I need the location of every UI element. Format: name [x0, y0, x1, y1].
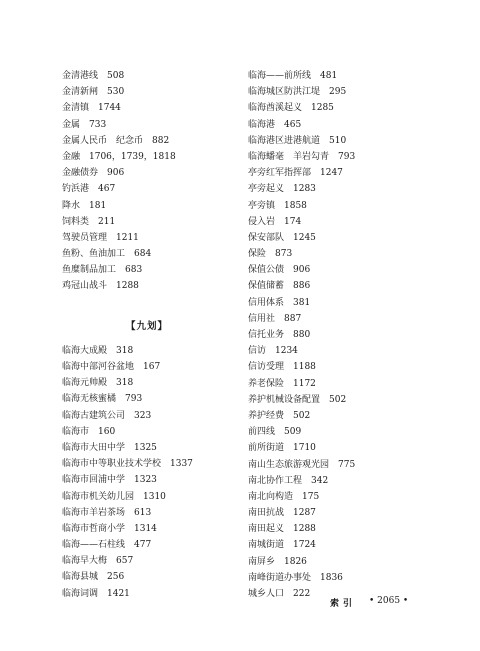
index-entry: 临海酋溪起义 1285: [248, 103, 334, 114]
left-column: [62, 68, 232, 602]
index-entry: 金融 1706，1739，1818: [62, 151, 176, 162]
index-entry: 临海元帅殿 318: [62, 378, 134, 389]
right-column: [248, 68, 448, 602]
index-entry: 临海市 160: [62, 426, 116, 437]
index-entry: 临海大成殿 318: [62, 345, 134, 356]
index-entry: 临海早大梅 657: [62, 556, 134, 567]
index-entry: 鸡冠山战斗 1288: [62, 281, 139, 292]
index-entry: 金属 733: [62, 119, 107, 130]
footer-index-label: 索引: [330, 599, 357, 609]
index-entry: 饲料类 211: [62, 216, 116, 227]
left-entries-after: [62, 343, 232, 602]
index-entry: 金清新闸 530: [62, 87, 125, 98]
index-entry: 信用社 887: [248, 313, 302, 324]
index-entry: 保险 873: [248, 249, 293, 260]
index-entry: 侵入岩 174: [248, 216, 302, 227]
index-entry: 临海港 465: [248, 119, 302, 130]
index-entry: 前所街道 1710: [248, 443, 316, 454]
index-entry: 临海市机关幼儿园 1310: [62, 491, 166, 502]
index-entry: 南北协作工程 342: [248, 475, 329, 486]
index-entry: 临海县城 256: [62, 572, 125, 583]
index-entry: 亭旁红军指挥部 1247: [248, 168, 343, 179]
index-entry: 南田抗战 1287: [248, 508, 316, 519]
index-entry: 驾驶员管理 1211: [62, 232, 139, 243]
section-heading: 【九划】: [125, 320, 168, 332]
index-entry: 南屏乡 1826: [248, 556, 307, 567]
index-entry: 养护经费 502: [248, 410, 311, 421]
index-entry: 临海中部河谷盆地 167: [62, 362, 161, 372]
index-entry: 信用体系 381: [248, 297, 311, 308]
index-entry: 城乡人口 222: [248, 589, 311, 599]
index-entry: 临海蟠毫 羊岩勾青 793: [248, 151, 356, 162]
index-entry: 信托业务 880: [248, 330, 311, 340]
index-entry: 临海市中等职业技术学校 1337: [62, 459, 193, 470]
index-entry: 保值储蓄 886: [248, 281, 311, 292]
index-entry: 临海港区进港航道 510: [248, 135, 347, 146]
page-number: • 2065 •: [369, 596, 409, 606]
right-entries: [248, 68, 448, 602]
index-entry: 临海无核蜜橘 793: [62, 394, 143, 405]
index-entry: 临海——石柱线 477: [62, 540, 152, 551]
index-entry: 亭旁起义 1283: [248, 184, 316, 195]
index-entry: 南峰街道办事处 1836: [248, 572, 343, 583]
index-entry: 降水 181: [62, 200, 107, 211]
index-entry: 保值公债 906: [248, 265, 311, 276]
index-entry: 南城街道 1724: [248, 540, 316, 551]
index-entry: 临海市哲商小学 1314: [62, 523, 157, 534]
left-entries-before: [62, 68, 232, 295]
index-entry: 钓浜港 467: [62, 184, 116, 195]
index-entry: 信访受理 1188: [248, 362, 316, 373]
index-entry: 金清镇 1744: [62, 103, 121, 114]
index-entry: 临海古建筑公司 323: [62, 410, 152, 421]
index-entry: 亭旁镇 1858: [248, 200, 307, 211]
index-entry: 前四线 509: [248, 427, 302, 438]
index-entry: 金属人民币 纪念币 882: [62, 135, 170, 146]
index-entry: 金融债券 906: [62, 168, 125, 179]
index-entry: 南北向构造 175: [248, 491, 320, 502]
index-entry: 南山生态旅游观光园 775: [248, 459, 356, 470]
index-entry: 信访 1234: [248, 346, 298, 357]
index-entry: 养老保险 1172: [248, 378, 316, 389]
section-spacer: [62, 295, 232, 311]
index-entry: 养护机械设备配置 502: [248, 394, 347, 405]
index-entry: 金清港线 508: [62, 71, 125, 81]
index-entry: 临海市羊岩茶场 613: [62, 507, 152, 518]
index-entry: 鱼粉、鱼油加工 684: [62, 249, 152, 260]
index-entry: 临海市大田中学 1325: [62, 442, 157, 453]
index-entry: 临海城区防洪江堤 295: [248, 87, 347, 98]
index-entry: 鱼糜制品加工 683: [62, 265, 143, 276]
index-entry: 保安部队 1245: [248, 232, 316, 243]
index-entry: 临海词调 1421: [62, 588, 130, 599]
index-entry: 临海——前所线 481: [248, 71, 338, 81]
index-entry: 临海市回浦中学 1323: [62, 475, 157, 486]
index-entry: 南田起义 1288: [248, 524, 316, 535]
